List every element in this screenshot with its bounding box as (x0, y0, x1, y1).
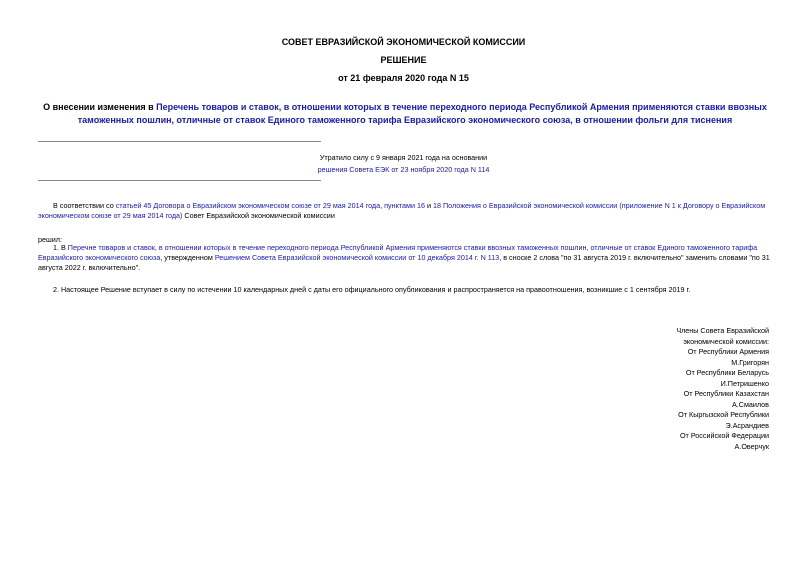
signature-line: От Российской Федерации (679, 431, 769, 440)
status-note-link[interactable]: решения Совета ЕЭК от 23 ноября 2020 года N 114 (317, 165, 490, 174)
decided-label: решил: (38, 235, 62, 244)
divider-top (38, 141, 321, 142)
signature-line: От Республики Казахстан (683, 389, 769, 398)
signature-line: М.Григорян (731, 357, 769, 367)
item1-link-decision[interactable]: Решением Совета Евразийской экономической комиссии от 10 декабря 2014 г. N 113 (214, 253, 500, 262)
document-type: РЕШЕНИЕ (380, 55, 427, 65)
signature-line: От Кыргызской Республики (678, 410, 769, 419)
signature-block (676, 326, 769, 452)
preamble-link-regulation[interactable]: 18 Положения о Евразийской экономической комиссии (приложение N 1 к Договору о Евразийском экономическом союзе от 29 мая 2014 года) (38, 201, 766, 220)
document-date-number: от 21 февраля 2020 года N 15 (338, 73, 469, 83)
preamble-text-2: , (380, 201, 385, 210)
title-prefix: О внесении изменения в (43, 102, 157, 112)
signature-line: Э.Асрандиев (725, 420, 769, 430)
preamble-paragraph (38, 201, 770, 221)
item1-text-3: , в сноске 2 слова "по 31 августа 2019 г. включительно" заменить словами "по 31 августа 2022 г. включительно". (38, 253, 770, 272)
signature-line: экономической комиссии: (683, 336, 769, 346)
item-2-paragraph: 2. Настоящее Решение вступает в силу по истечении 10 календарных дней с даты его официального опубликования и распространяется на правоотношения, возникшие с 1 сентября 2019 г. (53, 285, 691, 294)
preamble-text-4: Совет Евразийской экономической комиссии (182, 211, 335, 220)
council-heading: СОВЕТ ЕВРАЗИЙСКОЙ ЭКОНОМИЧЕСКОЙ КОМИССИИ (281, 37, 526, 47)
item1-link-list[interactable]: Перечне товаров и ставок, в отношении которых в течение переходного периода Республикой Армения применяются ставки ввозных таможенных пошлин, отличные от ставок Единого таможенного тарифа Евразийского экономического союза (38, 243, 758, 262)
item-1-paragraph (38, 243, 770, 273)
document-title (40, 101, 770, 127)
signature-line: А.Смаилов (731, 399, 769, 409)
preamble-link-points[interactable]: пунктами 16 (384, 201, 425, 210)
status-note-text: Утратило силу с 9 января 2021 года на основании (319, 153, 488, 162)
signature-line: А.Оверчук (734, 441, 769, 451)
item1-text-1: 1. В (53, 243, 68, 252)
divider-bottom (38, 180, 321, 181)
status-note (250, 152, 557, 176)
item1-text-2: , утвержденном (160, 253, 215, 262)
preamble-text-3: и (424, 201, 433, 210)
preamble-link-treaty-article[interactable]: статьей 45 Договора о Евразийском экономическом союзе от 29 мая 2014 года (115, 201, 381, 210)
signature-line: Члены Совета Евразийской (676, 326, 769, 335)
signature-line: И.Петришенко (720, 378, 769, 388)
signature-line: От Республики Армения (687, 347, 769, 356)
signature-line: От Республики Беларусь (685, 368, 769, 377)
preamble-text-1: В соответствии со (53, 201, 116, 210)
title-link[interactable]: Перечень товаров и ставок, в отношении которых в течение переходного периода Республикой Армения применяются ставки ввозных таможенных пошлин, отличные от ставок Единого таможенного тарифа Евразийского экономического союза, в отношении фольги для тиснения (77, 102, 767, 125)
